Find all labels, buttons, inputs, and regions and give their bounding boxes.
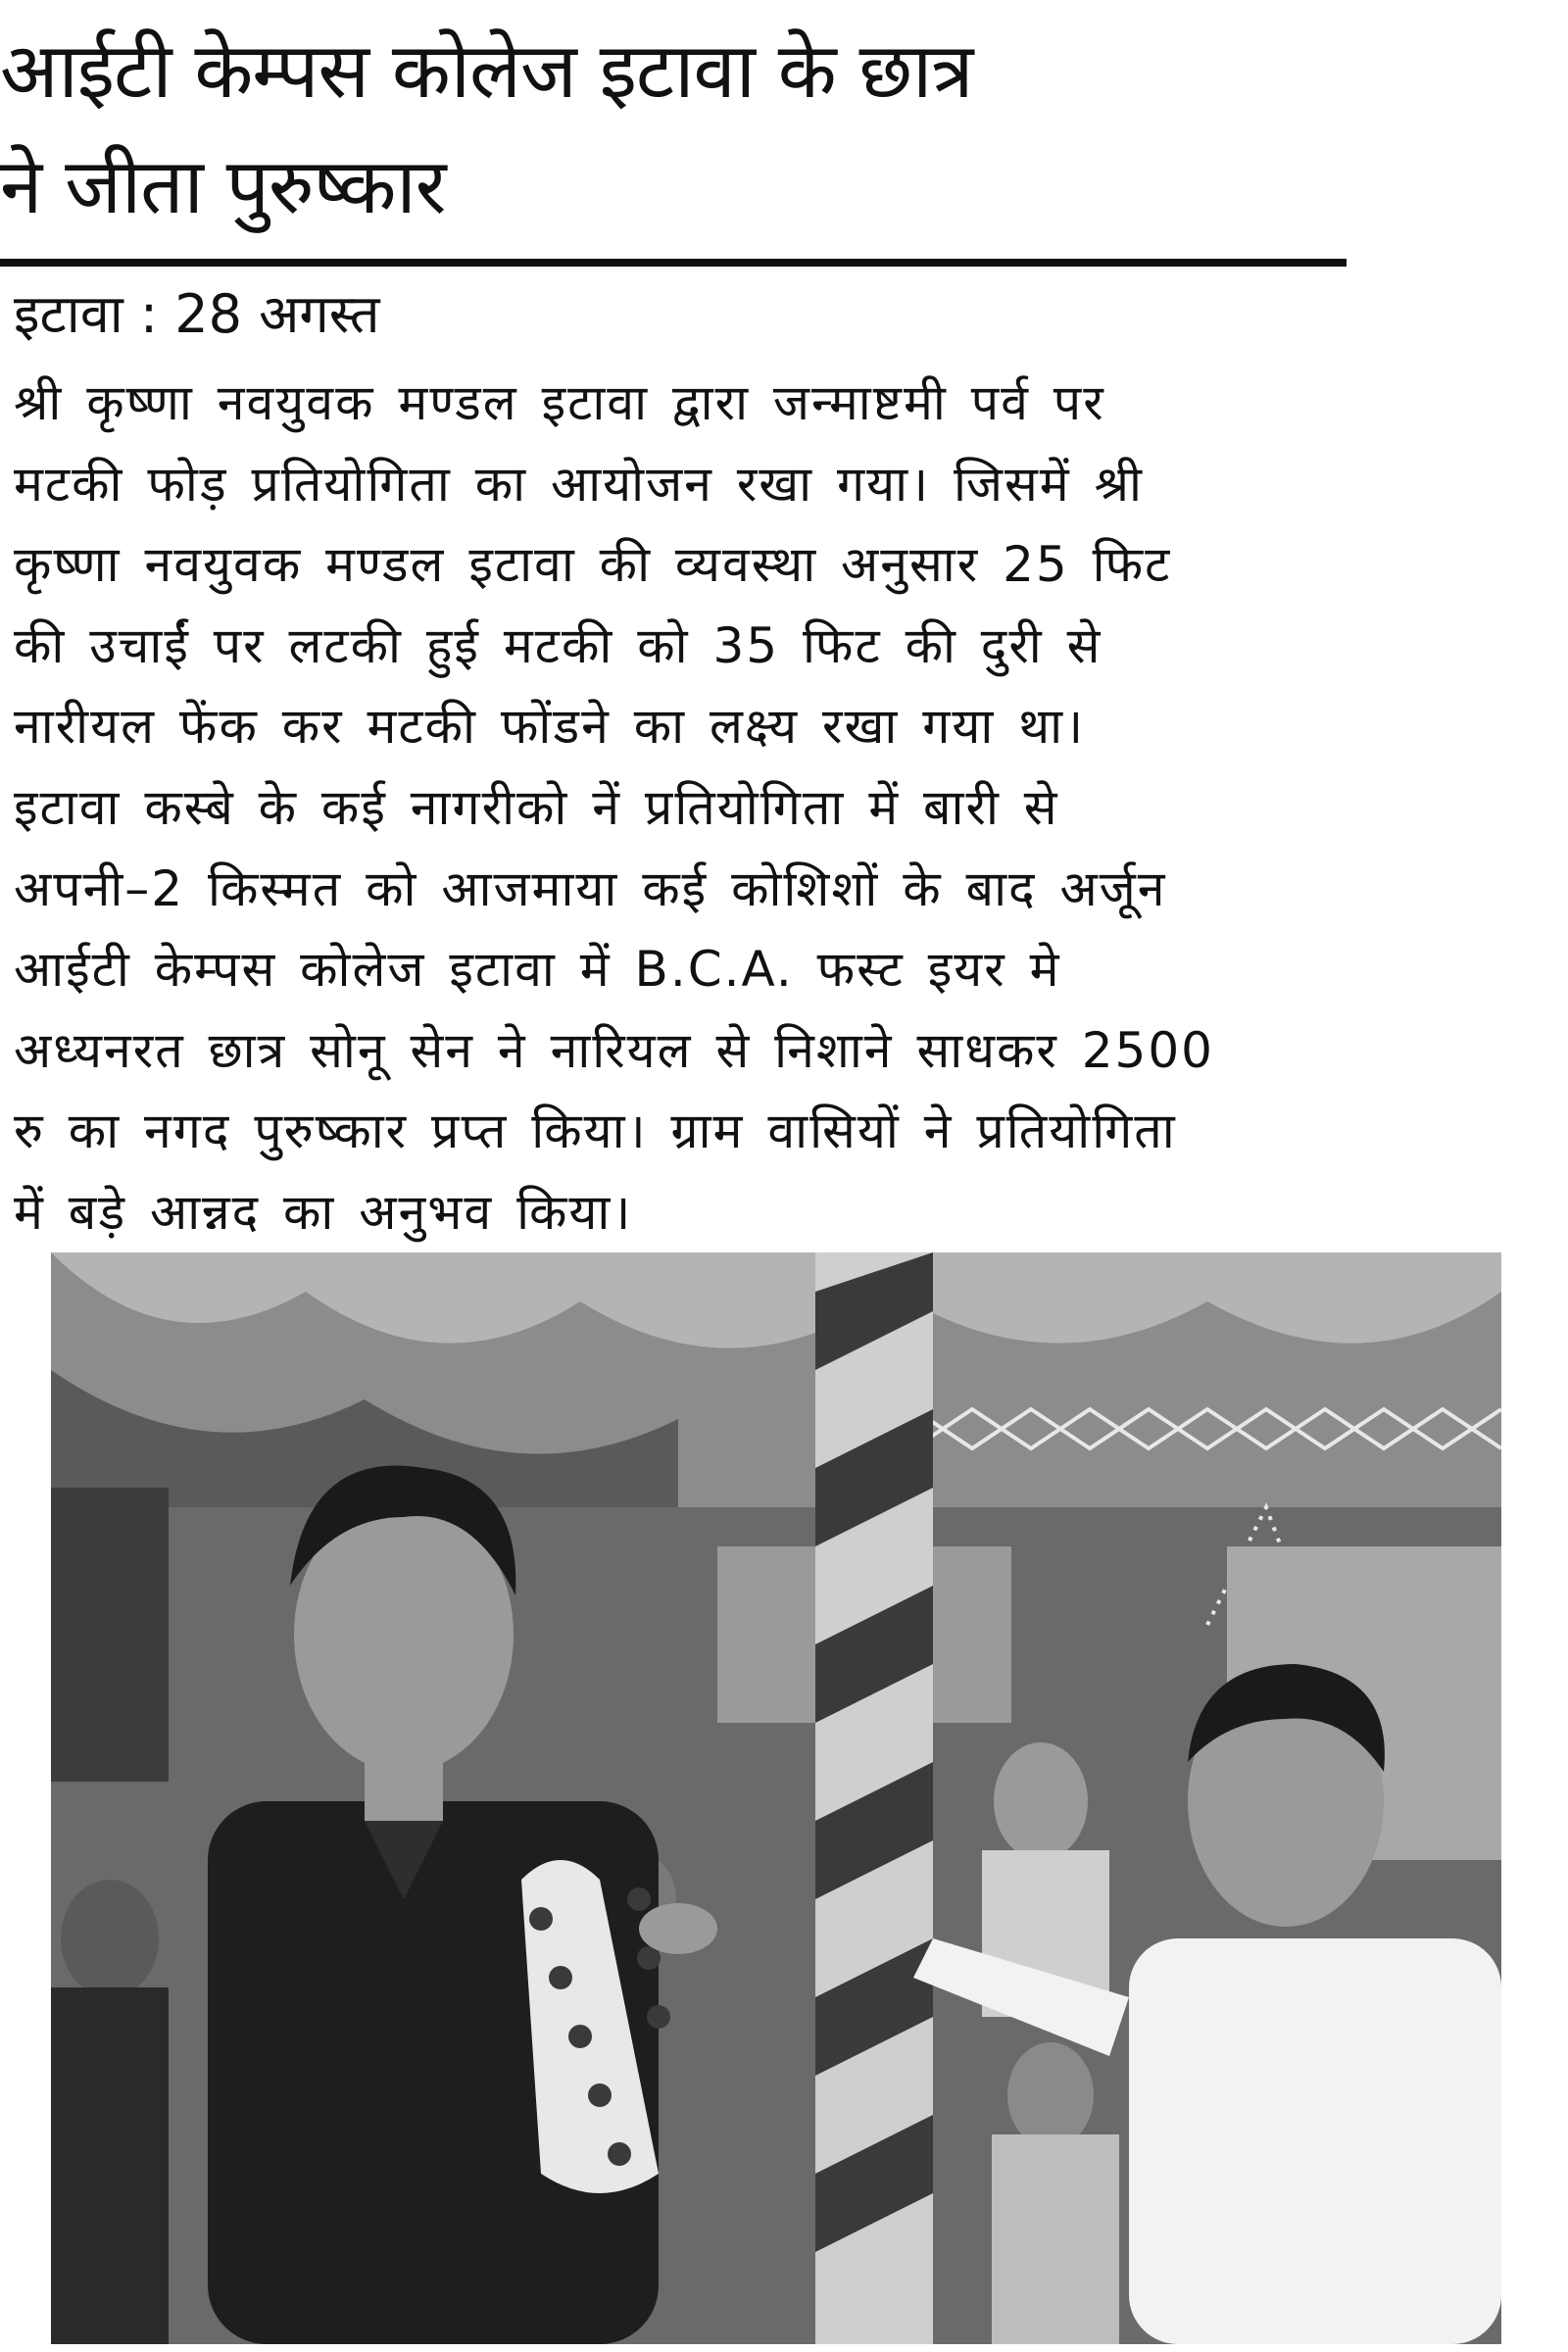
body-line-8: आईटी केम्पस कोलेज इटावा में B.C.A. फस्ट इयर मे [14,941,1061,999]
body-line-11: में बड़े आन्नद का अनुभव किया। [14,1183,633,1241]
body-line-4: की उचाईं पर लटकी हुई मटकी को 35 फिट की दुरी से [14,616,1102,674]
decorated-pole [815,1252,933,2344]
body-line-5: नारीयल फेंक कर मटकी फोंडने का लक्ष्य रखा गया था। [14,698,1086,756]
headline-line-1: आईटी केम्पस कोलेज इटावा के छात्र [0,27,973,116]
headline [0,14,1352,245]
banner-left [51,1488,169,1782]
dateline-date: 28 अगस्त [174,283,380,345]
body-line-2: मटकी फोड़ प्रतियोगिता का आयोजन रखा गया। जिसमें श्री [14,455,1144,513]
article-body [14,363,1554,1253]
body-line-9: अध्यनरत छात्र सोनू सेन ने नारियल से निशाने साधकर 2500 [14,1021,1214,1079]
headline-line-2: ने जीता पुरुष्कार [0,143,446,231]
dateline-place: इटावा : [14,283,159,345]
dateline [14,278,380,351]
body-line-1: श्री कृष्णा नवयुवक मण्डल इटावा द्वारा जन्माष्टमी पर्व पर [14,374,1105,431]
event-photograph [51,1252,1501,2344]
body-line-10: रु का नगद पुरुष्कार प्रप्त किया। ग्राम वासियों ने प्रतियोगिता [14,1102,1177,1160]
body-line-3: कृष्णा नवयुवक मण्डल इटावा की व्यवस्था अनुसार 25 फिट [14,536,1172,594]
photograph-illustration [51,1252,1501,2344]
headline-divider [0,259,1347,267]
body-line-6: इटावा कस्बे के कई नागरीको नें प्रतियोगिता में बारी से [14,778,1059,836]
body-line-7: अपनी–2 किस्मत को आजमाया कई कोशिशों के बाद अर्जून [14,859,1167,917]
